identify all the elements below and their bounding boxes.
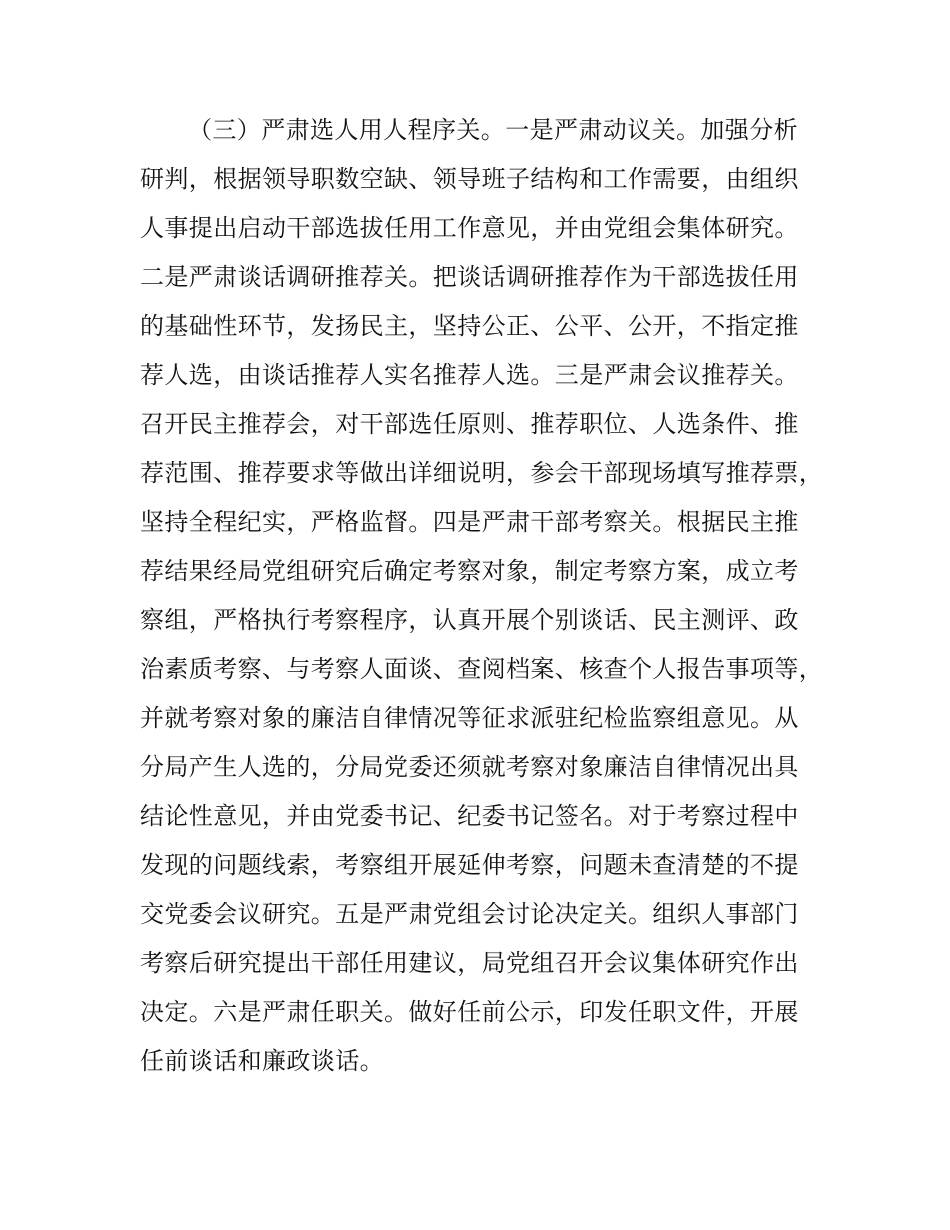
text-line: 交党委会议研究。五是严肃党组会讨论决定关。组织人事部门	[140, 900, 799, 928]
text-line: 人事提出启动干部选拔任用工作意见，并由党组会集体研究。	[140, 214, 799, 242]
text-line: 察组，严格执行考察程序，认真开展个别谈话、民主测评、政	[140, 606, 799, 634]
text-line: 考察后研究提出干部任用建议，局党组召开会议集体研究作出	[140, 949, 799, 977]
text-line: （三）严肃选人用人程序关。一是严肃动议关。加强分析	[188, 116, 798, 144]
text-line: 治素质考察、与考察人面谈、查阅档案、核查个人报告事项等，	[140, 655, 824, 683]
text-line: 并就考察对象的廉洁自律情况等征求派驻纪检监察组意见。从	[140, 704, 799, 732]
text-line: 研判，根据领导职数空缺、领导班子结构和工作需要，由组织	[140, 165, 799, 193]
text-line: 坚持全程纪实，严格监督。四是严肃干部考察关。根据民主推	[140, 508, 799, 536]
text-line: 的基础性环节，发扬民主，坚持公正、公平、公开，不指定推	[140, 312, 799, 340]
text-line: 结论性意见，并由党委书记、纪委书记签名。对于考察过程中	[140, 802, 799, 830]
text-line: 荐结果经局党组研究后确定考察对象，制定考察方案，成立考	[140, 557, 799, 585]
text-line: 分局产生人选的，分局党委还须就考察对象廉洁自律情况出具	[140, 753, 799, 781]
text-line: 召开民主推荐会，对干部选任原则、推荐职位、人选条件、推	[140, 410, 799, 438]
text-line: 决定。六是严肃任职关。做好任前公示，印发任职文件，开展	[140, 998, 799, 1026]
paragraph-selection-procedure	[140, 112, 840, 1092]
text-line: 荐范围、推荐要求等做出详细说明，参会干部现场填写推荐票，	[140, 459, 824, 487]
text-line: 发现的问题线索，考察组开展延伸考察，问题未查清楚的不提	[140, 851, 799, 879]
text-line: 二是严肃谈话调研推荐关。把谈话调研推荐作为干部选拔任用	[140, 263, 799, 291]
text-line: 任前谈话和廉政谈话。	[140, 1047, 384, 1075]
text-line: 荐人选，由谈话推荐人实名推荐人选。三是严肃会议推荐关。	[140, 361, 799, 389]
